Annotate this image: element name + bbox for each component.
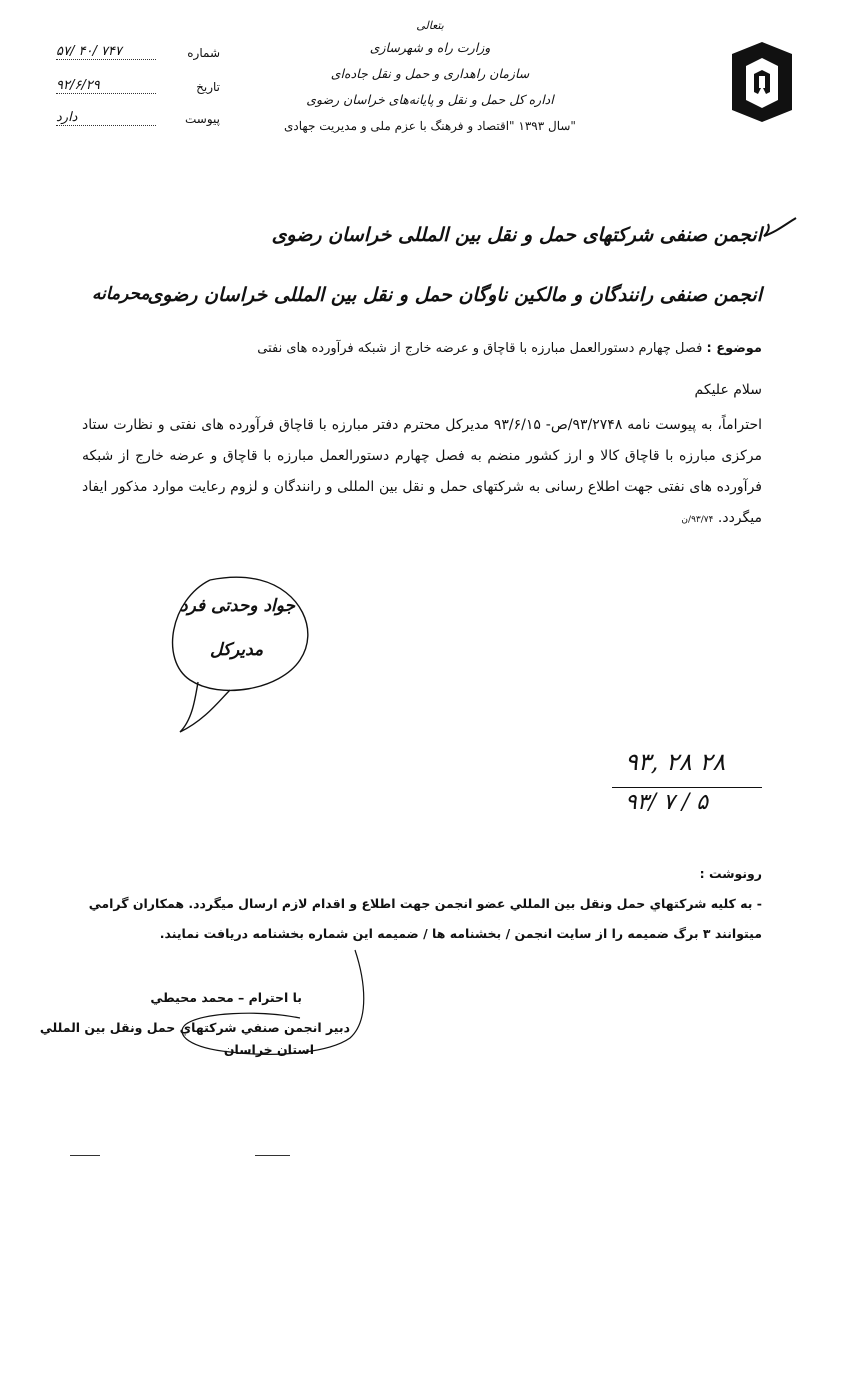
greeting: سلام علیکم: [694, 382, 762, 398]
letter-date: [48, 80, 220, 100]
subject-label: موضوع :: [706, 341, 762, 356]
date-value: ۹۲/۶/۲۹: [56, 78, 156, 94]
cc-sender-region: استان خراسان: [223, 1042, 314, 1057]
cc-heading: رونوشت :: [699, 866, 762, 881]
body-text: احتراماً، به پیوست نامه ۹۳/۲۷۴۸/ص- ۹۳/۶/۱۵ مدیرکل محترم دفتر مبارزه با قاچاق فرآورده های نفتی و نظارت ستاد مرکزی مبارزه با قاچاق کالا و ارز کشور منضم به فصل چهارم دستورالعمل مبارزه با قاچاق و عرضه خارج از شبکه فرآورده های نفتی جهت اطلاع رسانی به شرکتهای حمل و نقل بین المللی و رانندگان و لزوم رعایت موارد مذکور ایفاد میگردد.: [82, 417, 762, 526]
letter-attachment: [48, 112, 220, 132]
attachment-label: پیوست: [185, 112, 220, 126]
year-slogan: سال ۱۳۹۳ "اقتصاد و فرهنگ با عزم ملی و مدیریت جهادی": [284, 119, 576, 133]
recipient-line-2: انجمن صنفی رانندگان و مالکین ناوگان حمل و نقل بین المللی خراسان رضوی: [147, 284, 762, 306]
cc-line-1: - به کلیه شرکتهاي حمل ونقل بین المللي عضو انجمن جهت اطلاع و اقدام لازم ارسال میگردد. همکاران گرامي: [88, 896, 762, 911]
recipient-line-1: انجمن صنفی شرکتهای حمل و نقل بین المللی خراسان رضوی: [271, 224, 762, 246]
handwritten-divider: [612, 787, 762, 788]
subject-line: [202, 341, 762, 356]
footer-rule-right: [255, 1155, 290, 1156]
organization-name: سازمان راهداری و حمل و نقل جاده‌ای: [330, 66, 530, 81]
number-label: شماره: [187, 46, 220, 60]
cc-regards: با احترام – محمد محیطي: [150, 990, 302, 1005]
organization-logo-icon: [726, 40, 798, 124]
handwritten-date: ۹۳/ ۷ / ۵: [625, 790, 709, 815]
handwritten-number: ۹۳, ۲۸ ۲۸: [625, 748, 726, 776]
cc-line-2: میتوانند ۳ برگ ضمیمه را از سایت انجمن / بخشنامه ها / ضمیمه این شماره بخشنامه دریافت نمایند.: [159, 926, 762, 941]
cc-sender-title: دبیر انجمن صنفي شرکتهاي حمل ونقل بین المللي: [39, 1020, 350, 1035]
signatory-title: مدیرکل: [210, 640, 264, 660]
classification-label: محرمانه: [92, 284, 150, 304]
subject-text: فصل چهارم دستورالعمل مبارزه با قاچاق و عرضه خارج از شبکه فرآورده های نفتی: [257, 341, 703, 356]
attachment-value: دارد: [56, 110, 156, 126]
ministry-name: وزارت راه و شهرسازی: [369, 40, 491, 55]
invocation: بتعالی: [416, 19, 444, 32]
date-label: تاریخ: [196, 80, 220, 94]
department-name: اداره کل حمل و نقل و پایانه‌های خراسان رضوی: [306, 92, 554, 107]
body-paragraph: [82, 410, 762, 536]
recipient-mark-icon: [758, 214, 798, 244]
footer-rule-left: [70, 1155, 100, 1156]
signatory-name: جواد وحدتی فرد: [180, 596, 296, 616]
body-reference: ۹۳/۷۴/ن: [681, 515, 714, 525]
letter-number: [48, 46, 220, 66]
number-value: ۵۷/ ۴۰/ ۷۴۷: [56, 44, 156, 60]
